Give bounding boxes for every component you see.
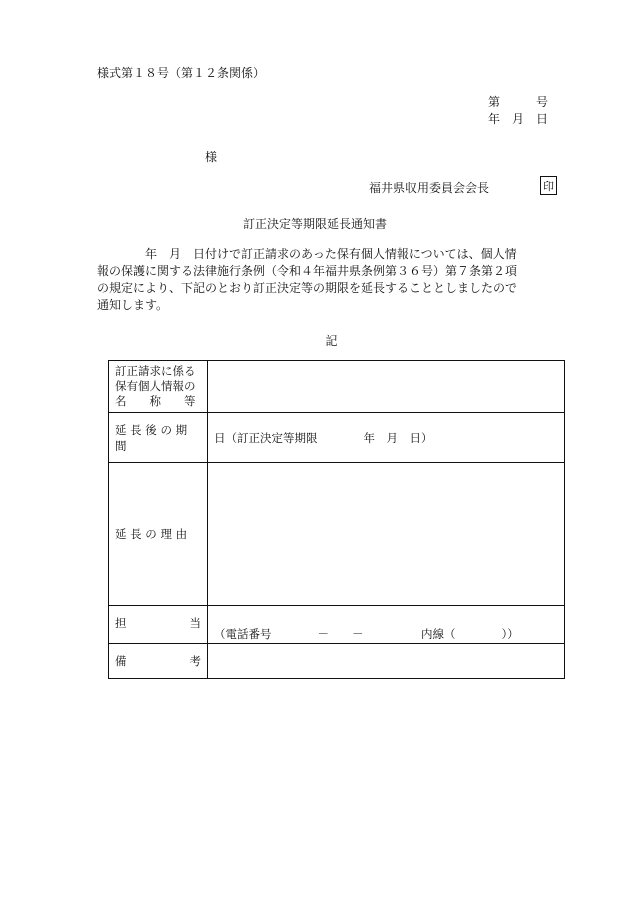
label-char: 当 bbox=[189, 616, 201, 630]
info-name-cell[interactable] bbox=[208, 361, 565, 413]
contact-cell[interactable] bbox=[208, 606, 565, 644]
remarks-cell[interactable] bbox=[208, 644, 565, 679]
row-label-remarks bbox=[109, 644, 208, 679]
table-row bbox=[109, 606, 565, 644]
row-label-extended-period: 延 長 後 の 期 間 bbox=[109, 413, 208, 463]
ki-heading: 記 bbox=[325, 334, 338, 348]
document-title: 訂正決定等期限延長通知書 bbox=[242, 217, 387, 231]
body-line: 年 月 日付けで訂正請求のあった保有個人情報については、個人情 bbox=[97, 247, 517, 261]
table-row bbox=[109, 463, 565, 606]
table-row bbox=[109, 413, 565, 463]
phone-line: （電話番号 － － 内線（ ）） bbox=[214, 626, 519, 641]
document-date: 年 月 日 bbox=[488, 112, 549, 126]
row-label-info-name bbox=[109, 361, 208, 413]
body-line: 通知します。 bbox=[97, 298, 169, 312]
document-number: 第 号 bbox=[488, 95, 549, 109]
sender: 福井県収用委員会会長 bbox=[369, 181, 490, 195]
label-line: 保有個人情報の bbox=[115, 379, 196, 393]
label-line: 訂正請求に係る bbox=[115, 364, 196, 378]
form-number: 様式第１８号（第１２条関係） bbox=[97, 66, 266, 80]
body-line: 報の保護に関する法律施行条例（令和４年福井県条例第３６号）第７条第２項 bbox=[97, 264, 518, 278]
body-text bbox=[97, 246, 559, 314]
addressee: 様 bbox=[205, 150, 218, 164]
label-char: 担 bbox=[115, 616, 127, 630]
label-char: 考 bbox=[189, 654, 201, 668]
body-line: の規定により、下記のとおり訂正決定等の期限を延長することとしましたので bbox=[97, 281, 518, 295]
row-label-contact bbox=[109, 606, 208, 644]
label-char: 備 bbox=[115, 654, 127, 668]
table-row bbox=[109, 361, 565, 413]
table-row bbox=[109, 644, 565, 679]
extended-period-cell[interactable]: 日（訂正決定等期限 年 月 日） bbox=[208, 413, 565, 463]
record-table bbox=[108, 360, 565, 679]
seal-stamp: 印 bbox=[540, 176, 557, 195]
row-label-reason: 延 長 の 理 由 bbox=[109, 463, 208, 606]
reason-cell[interactable] bbox=[208, 463, 565, 606]
label-line: 名 称 等 bbox=[115, 394, 196, 408]
